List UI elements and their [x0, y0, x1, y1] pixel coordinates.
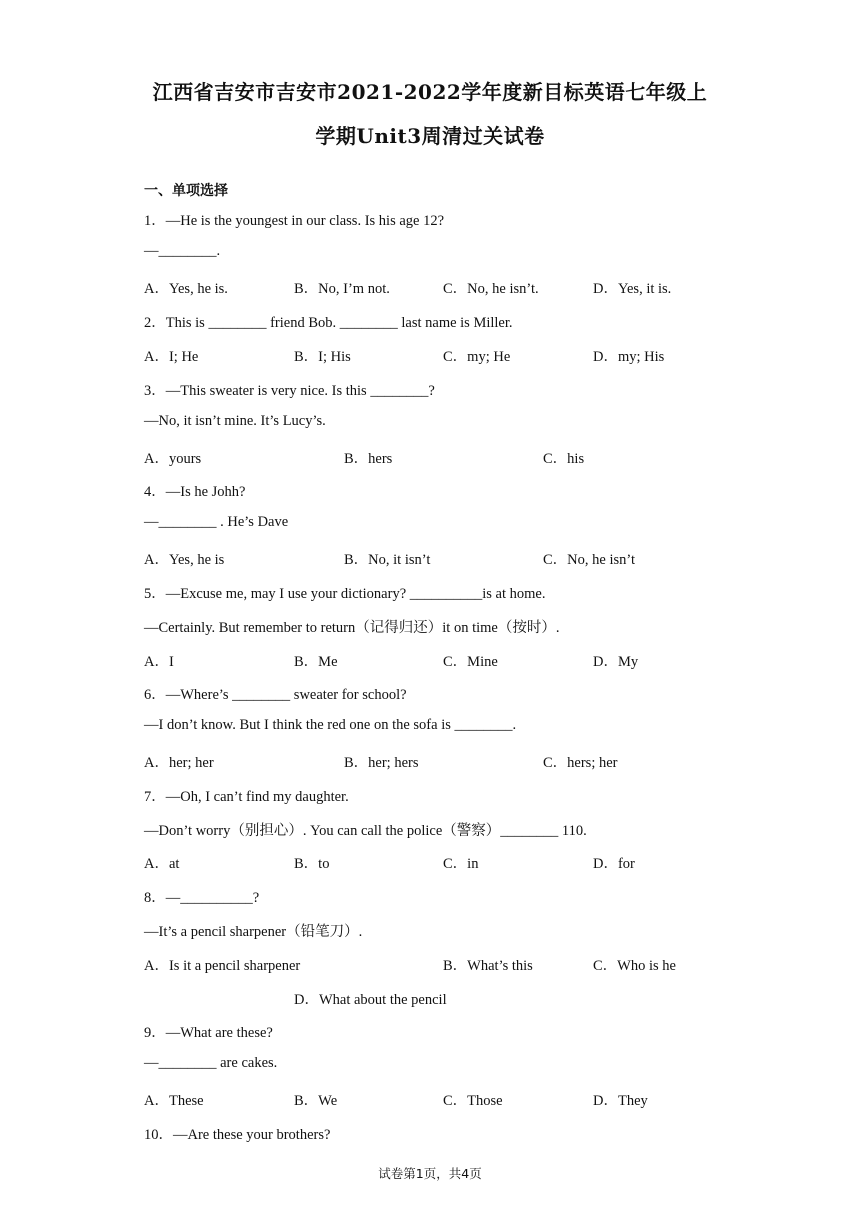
- question-5-option-b: B．Me: [294, 654, 338, 670]
- question-5-option-a: A．I: [144, 654, 174, 670]
- question-4-stem: 4．—Is he Johh?: [144, 484, 246, 500]
- question-4-answer-line: —________ . He’s Dave: [144, 514, 289, 530]
- question-9-option-a: A．These: [144, 1093, 204, 1109]
- question-3-option-a: A．yours: [144, 451, 202, 467]
- question-7-option-a: A．at: [144, 856, 180, 872]
- question-2-option-b: B．I; His: [294, 349, 351, 365]
- question-5-option-d: D．My: [593, 654, 639, 670]
- question-7-answer-line: —Don’t worry（别担心）. You can call the police（警察）________ 110.: [144, 823, 587, 839]
- question-6-option-c: C．hers; her: [543, 755, 618, 771]
- question-3-answer-line: —No, it isn’t mine. It’s Lucy’s.: [144, 413, 326, 429]
- question-6-stem: 6．—Where’s ________ sweater for school?: [144, 687, 407, 703]
- section-heading: 一、单项选择: [144, 183, 228, 199]
- question-6-option-b: B．her; hers: [344, 755, 419, 771]
- question-7-stem: 7．—Oh, I can’t find my daughter.: [144, 789, 349, 805]
- question-3-option-c: C．his: [543, 451, 585, 467]
- question-7-option-d: D．for: [593, 856, 635, 872]
- question-1-option-b: B．No, I’m not.: [294, 281, 390, 297]
- question-1-option-c: C．No, he isn’t.: [443, 281, 539, 297]
- question-1-stem: 1．—He is the youngest in our class. Is his age 12?: [144, 213, 445, 229]
- question-7-option-b: B．to: [294, 856, 330, 872]
- question-10-stem: 10．—Are these your brothers?: [144, 1127, 331, 1143]
- question-5-answer-line: —Certainly. But remember to return（记得归还）it on time（按时）.: [144, 620, 560, 636]
- question-4-option-c: C．No, he isn’t: [543, 552, 635, 568]
- question-2-option-c: C．my; He: [443, 349, 511, 365]
- question-5-option-c: C．Mine: [443, 654, 498, 670]
- question-9-answer-line: —________ are cakes.: [144, 1055, 278, 1071]
- question-8-option-d: D．What about the pencil: [294, 992, 447, 1008]
- question-8-option-a: A．Is it a pencil sharpener: [144, 958, 301, 974]
- question-3-option-b: B．hers: [344, 451, 393, 467]
- question-1-option-a: A．Yes, he is.: [144, 281, 228, 297]
- question-5-stem: 5．—Excuse me, may I use your dictionary? __________is at home.: [144, 586, 546, 602]
- question-2-stem: 2．This is ________ friend Bob. ________ last name is Miller.: [144, 315, 513, 331]
- question-6-option-a: A．her; her: [144, 755, 214, 771]
- question-7-option-c: C．in: [443, 856, 479, 872]
- question-4-option-b: B．No, it isn’t: [344, 552, 431, 568]
- question-9-option-c: C．Those: [443, 1093, 503, 1109]
- question-8-option-b: B．What’s this: [443, 958, 533, 974]
- question-2-option-d: D．my; His: [593, 349, 665, 365]
- question-6-answer-line: —I don’t know. But I think the red one on the sofa is ________.: [144, 717, 517, 733]
- question-1-option-d: D．Yes, it is.: [593, 281, 672, 297]
- question-9-option-d: D．They: [593, 1093, 648, 1109]
- question-8-option-c: C．Who is he: [593, 958, 676, 974]
- question-9-stem: 9．—What are these?: [144, 1025, 273, 1041]
- question-2-option-a: A．I; He: [144, 349, 199, 365]
- question-8-stem: 8．—__________?: [144, 890, 260, 906]
- document-title-line-2: 学期Unit3周清过关试卷: [315, 124, 545, 148]
- page-footer: 试卷第1页，共4页: [378, 1166, 482, 1181]
- document-title-line-1: 江西省吉安市吉安市2021-2022学年度新目标英语七年级上: [152, 80, 708, 104]
- question-9-option-b: B．We: [294, 1093, 338, 1109]
- question-4-option-a: A．Yes, he is: [144, 552, 225, 568]
- question-8-answer-line: —It’s a pencil sharpener（铅笔刀）.: [144, 924, 363, 940]
- question-3-stem: 3．—This sweater is very nice. Is this ________?: [144, 383, 435, 399]
- question-1-answer-line: —________.: [144, 243, 221, 259]
